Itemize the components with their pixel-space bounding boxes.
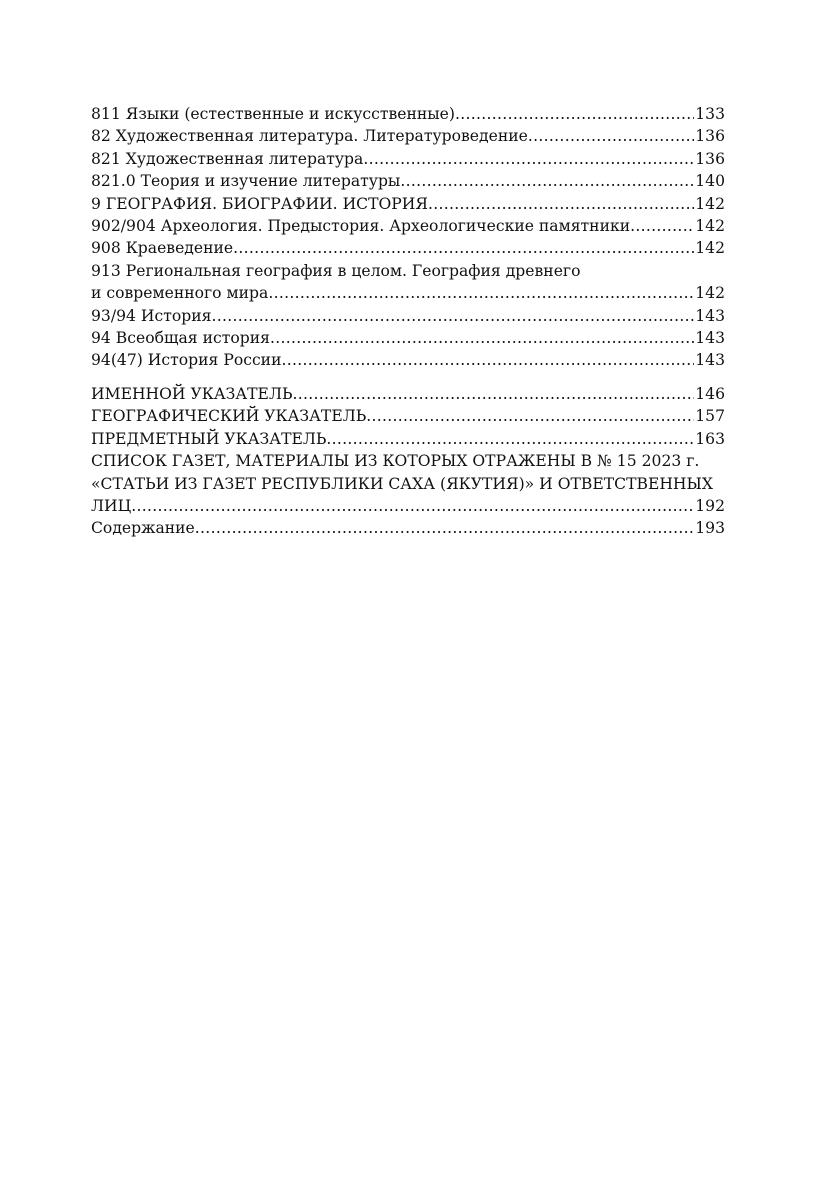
table-of-contents <box>91 103 725 540</box>
toc-entry <box>91 405 725 427</box>
toc-entry-page: 143 <box>695 306 725 325</box>
toc-entry-page: 143 <box>695 351 725 370</box>
toc-dot-leader <box>400 170 694 192</box>
toc-dot-leader <box>528 125 694 147</box>
toc-dot-leader <box>292 383 694 405</box>
toc-entry-page: 157 <box>695 407 725 426</box>
toc-entry-title: 902/904 Археология. Предыстория. Археологические памятники <box>91 217 631 236</box>
toc-entry-page: 163 <box>695 429 725 448</box>
toc-entry-page: 146 <box>695 384 725 403</box>
toc-entry-title: 93/94 История <box>91 306 212 325</box>
toc-entry <box>91 428 725 450</box>
toc-entry-title-line: «СТАТЬИ ИЗ ГАЗЕТ РЕСПУБЛИКИ САХА (ЯКУТИЯ)» И ОТВЕТСТВЕННЫХ <box>91 474 713 493</box>
toc-dot-leader <box>326 428 694 450</box>
toc-entry <box>91 170 725 192</box>
toc-entry-title-line: 913 Региональная география в целом. География древнего <box>91 261 581 280</box>
section-spacer <box>91 372 725 383</box>
toc-dot-leader <box>211 305 694 327</box>
toc-entry-title: 821.0 Теория и изучение литературы <box>91 172 401 191</box>
toc-entry <box>91 495 725 517</box>
toc-entry-page: 142 <box>695 284 725 303</box>
toc-entry-page: 142 <box>695 239 725 258</box>
toc-entry-title: 94(47) История России <box>91 351 282 370</box>
toc-entry-title: 821 Художественная литература <box>91 149 364 168</box>
toc-entry-page: 143 <box>695 329 725 348</box>
toc-entry <box>91 193 725 215</box>
toc-dot-leader <box>455 103 694 125</box>
toc-entry-page: 133 <box>695 105 725 123</box>
toc-entry <box>91 148 725 170</box>
toc-entry-title: 811 Языки (естественные и искусственные) <box>91 105 455 123</box>
toc-dot-leader <box>428 193 694 215</box>
toc-entry-page: 136 <box>695 127 725 146</box>
toc-entry <box>91 125 725 147</box>
toc-entry-page: 193 <box>695 519 725 538</box>
toc-entry <box>91 103 725 125</box>
toc-entry <box>91 237 725 259</box>
toc-dot-leader <box>268 282 694 304</box>
toc-entry-page: 142 <box>695 217 725 236</box>
toc-entry-title: 9 ГЕОГРАФИЯ. БИОГРАФИИ. ИСТОРИЯ <box>91 194 428 213</box>
toc-entry-title: ЛИЦ <box>91 496 132 515</box>
toc-dot-leader <box>366 405 694 427</box>
toc-dot-leader <box>195 517 694 539</box>
toc-entry-title: и современного мира <box>91 284 269 303</box>
toc-entry-page: 142 <box>695 194 725 213</box>
toc-entry-title: 94 Всеобщая история <box>91 329 270 348</box>
toc-entry-title: 908 Краеведение <box>91 239 234 258</box>
toc-entry-title: 82 Художественная литература. Литературоведение <box>91 127 528 146</box>
toc-entry <box>91 349 725 371</box>
toc-dot-leader <box>270 327 694 349</box>
toc-entry-page: 140 <box>695 172 725 191</box>
toc-entry-page: 192 <box>695 496 725 515</box>
toc-entry <box>91 282 725 304</box>
toc-dot-leader <box>233 237 694 259</box>
toc-entry <box>91 517 725 539</box>
toc-entry <box>91 215 725 237</box>
toc-entry-page: 136 <box>695 149 725 168</box>
toc-entry <box>91 383 725 405</box>
toc-dot-leader <box>131 495 694 517</box>
toc-entry <box>91 327 725 349</box>
toc-entry-title: ИМЕННОЙ УКАЗАТЕЛЬ <box>91 384 293 403</box>
toc-entry-title: ГЕОГРАФИЧЕСКИЙ УКАЗАТЕЛЬ <box>91 407 367 426</box>
toc-entry-title: ПРЕДМЕТНЫЙ УКАЗАТЕЛЬ <box>91 429 327 448</box>
toc-entry-title-line: СПИСОК ГАЗЕТ, МАТЕРИАЛЫ ИЗ КОТОРЫХ ОТРАЖЕНЫ В № 15 2023 г. <box>91 452 700 471</box>
toc-entry <box>91 305 725 327</box>
toc-entry-title: Содержание <box>91 519 195 538</box>
toc-dot-leader <box>363 148 694 170</box>
toc-dot-leader <box>630 215 694 237</box>
toc-dot-leader <box>281 349 694 371</box>
